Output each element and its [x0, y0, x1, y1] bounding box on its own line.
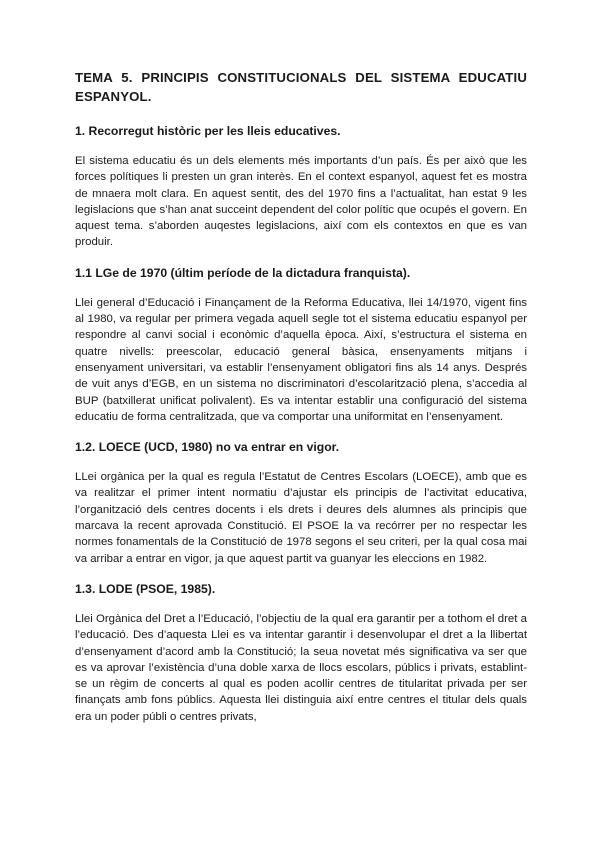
section-paragraph-loece: LLei orgànica per la qual es regula l’Estatut de Centres Escolars (LOECE), amb que es va realitzar el primer intent normatiu d’ajustar els principis de l’activitat educativa, l’organització dels centres docents i els drets i deures dels alumnes als principis que marcava la recent aprovada Constitució. El PSOE la va recórrer per no respectar les normes fonamentals de la Constitució de 1978 segons el seu criteri, per la qual cosa mai va arribar a entrar en vigor, ja que aquest partit va guanyar les eleccions en 1982.: [75, 471, 527, 565]
section-heading-lge-1970: 1.1 LGe de 1970 (últim període de la dictadura franquista).: [75, 265, 411, 280]
section-paragraph-historic: El sistema educatiu és un dels elements més importants d’un país. És per això que les forces polítiques li presten un gran interès. En el context espanyol, aquest fet es mostra de mnaera molt clara. En aquest sentit, des del 1970 fins a l’actualitat, han estat 9 les legislacions que s’han anat succeint dependent del color polític que ocupés el govern. En aquest tema. s’aborden auqestes legislacions, així com els contextos en que es van produir.: [75, 155, 527, 249]
section-paragraph-lge-1970: Llei general d’Educació i Finançament de la Reforma Educativa, llei 14/1970, vigent fins al 1980, va regular per primera vegada aquell segle tot el sistema educatiu espanyol per respondre al canvi social i econòmic d’aquella època. Així, s’estructura el sistema en quatre nivells: preescolar, educació general bàsica, ensenyaments mitjans i ensenyament universitari, va establir l’ensenyament obligatori fins als 14 anys. Després de vuit anys d’EGB, en un sistema no discriminatori d’escolarització plena, s’accedia al BUP (batxillerat unificat polivalent). Es va intentar establir una configuració del sistema educatiu de forma centralitzada, que va comportar una uniformitat en l’ensenyament.: [75, 296, 527, 423]
section-paragraph-lode: Llei Orgànica del Dret a l’Educació, l’objectiu de la qual era garantir per a tothom el dret a l’educació. Des d’aquesta Llei es va intentar garantir i desenvolupar el dret a la llibertat d’ensenyament d’acord amb la Constitució; la seua novetat més significativa va ser que es va aprovar l’existència d’una doble xarxa de llocs escolars, públics i privats, establint-se un règim de concerts al qual es poden acollir centres de titularitat privada per ser finançats amb fons públics. Aquesta llei distinguia així entre centres el titular dels quals era un poder públi o centres privats,: [75, 612, 527, 723]
document-title: TEMA 5. PRINCIPIS CONSTITUCIONALS DEL SISTEMA EDUCATIU ESPANYOL.: [75, 70, 527, 104]
document-body: [75, 68, 527, 739]
section-heading-historic: 1. Recorregut històric per les lleis educatives.: [75, 124, 341, 138]
section-heading-loece: 1.2. LOECE (UCD, 1980) no va entrar en vigor.: [75, 440, 340, 455]
section-heading-lode: 1.3. LODE (PSOE, 1985).: [75, 581, 216, 596]
